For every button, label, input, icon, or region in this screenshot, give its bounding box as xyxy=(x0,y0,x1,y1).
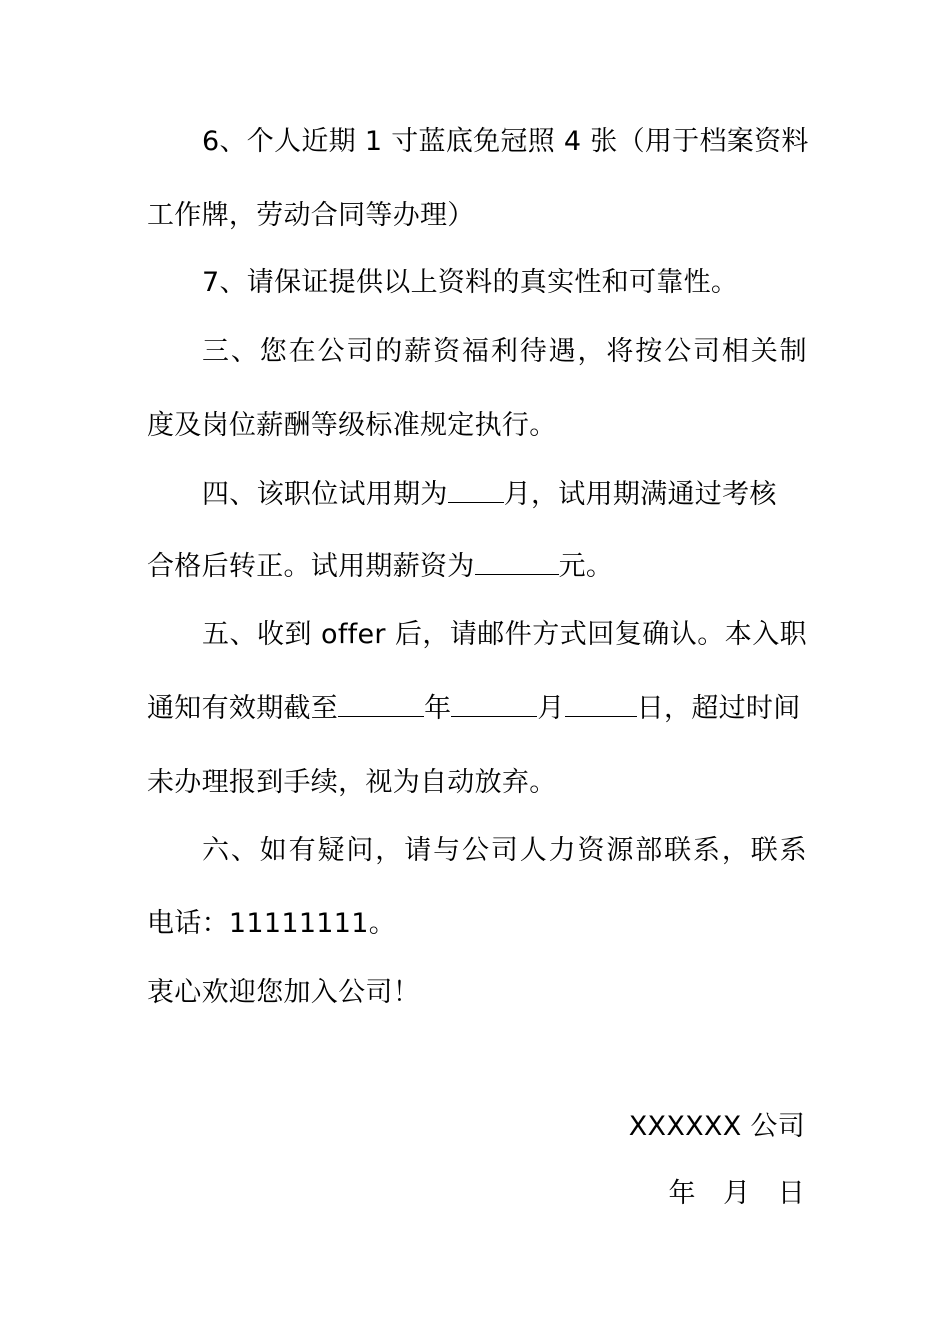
section-3-line-1: 三、您在公司的薪资福利待遇，将按公司相关制 xyxy=(202,336,807,367)
month-blank xyxy=(451,690,537,717)
section-5-line-3: 未办理报到手续，视为自动放弃。 xyxy=(147,767,557,798)
item-6-line-2: 工作牌，劳动合同等办理） xyxy=(147,200,475,231)
signature-date: 年 月 日 xyxy=(668,1178,805,1209)
day-blank xyxy=(565,690,637,717)
probation-salary-blank xyxy=(475,548,559,575)
year-blank xyxy=(338,690,424,717)
probation-label: 四、该职位试用期为 xyxy=(202,479,448,510)
month-label: 月 xyxy=(537,693,565,724)
section-6-line-1: 六、如有疑问，请与公司人力资源部联系，联系 xyxy=(202,835,807,866)
day-suffix: 日，超过时间 xyxy=(636,693,801,724)
section-4-line-1 xyxy=(202,476,807,512)
closing-line: 衷心欢迎您加入公司！ xyxy=(147,977,420,1008)
probation-salary-suffix: 元。 xyxy=(558,551,614,582)
section-4-line-2 xyxy=(147,548,807,584)
company-signature: XXXXXX 公司 xyxy=(628,1111,805,1142)
validity-label: 通知有效期截至 xyxy=(147,693,339,724)
item-7: 7、请保证提供以上资料的真实性和可靠性。 xyxy=(202,267,739,298)
probation-suffix: 月，试用期满通过考核 xyxy=(503,479,777,510)
section-6-line-2: 电话：11111111。 xyxy=(147,908,397,939)
probation-months-blank xyxy=(448,476,504,503)
section-3-line-2: 度及岗位薪酬等级标准规定执行。 xyxy=(147,410,557,441)
section-5-line-1: 五、收到 offer 后，请邮件方式回复确认。本入职 xyxy=(202,619,807,650)
year-label: 年 xyxy=(424,693,452,724)
item-6-line-1: 6、个人近期 1 寸蓝底免冠照 4 张（用于档案资料 xyxy=(202,126,809,157)
section-5-line-2 xyxy=(147,690,807,726)
probation-salary-label: 合格后转正。试用期薪资为 xyxy=(147,551,475,582)
